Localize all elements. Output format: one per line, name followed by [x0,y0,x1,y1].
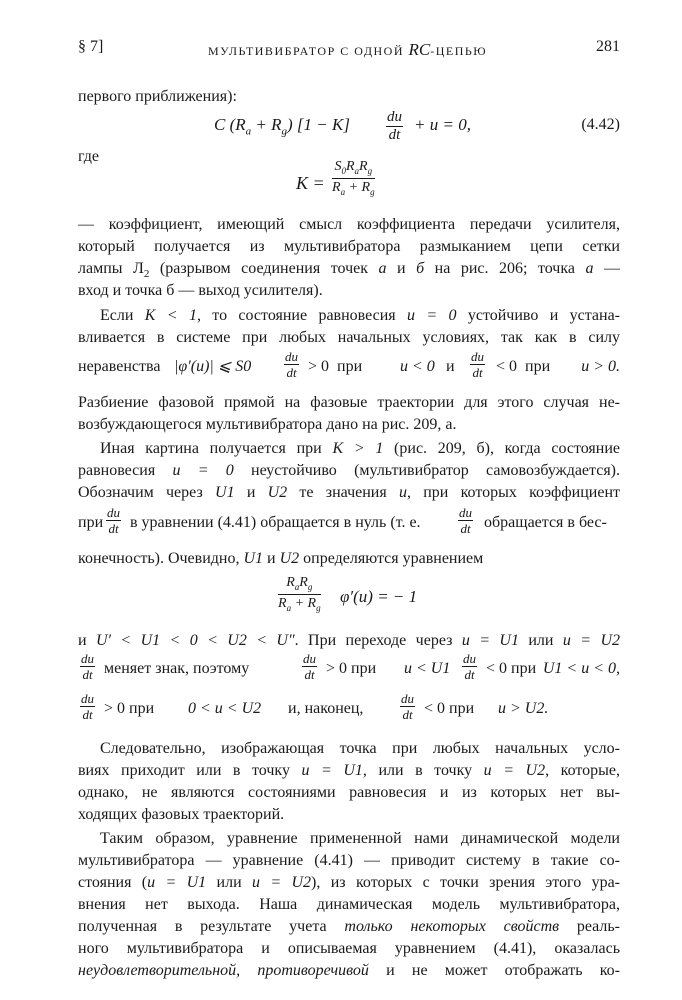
text-line: Обозначим через U1 и U2 те значения u, при которых коэффициент [78,484,620,501]
where-word: где [78,148,100,165]
ra-rg-fraction: $R_aR_g$ $R_a + R_g$ [278,575,321,613]
text-line: — коэффициент, имеющий смысл коэффициента передачи усилителя, [78,216,620,233]
equation-u-roots: $R_aR_g$ $R_a + R_g$ φ′(u) = − 1 [278,575,418,613]
text-line: Если K < 1, то состояние равновесия u = 0 устойчиво и устана- [100,307,621,324]
text-line: равновесия u = 0 неустойчиво (мультивибратор самовозбуждается). [78,462,621,479]
du-dt-fraction: $\frac{du}{dt}$ [401,691,414,722]
equation-k: K = $S_0R_aR_g$ $R_a + R_g$ [296,159,375,197]
text-line: и U′ < U1 < 0 < U2 < U″. При переходе через u = U1 или u = U2 [78,632,620,649]
text-line-fractions: $\frac{du}{dt}$ > 0 при 0 < u < U2 и, наконец, $\frac{du}{dt}$ < 0 при u > U2. [81,691,549,722]
du-dt-fraction: $\frac{du}{dt}$ [285,349,298,380]
du-dt-fraction: $\frac{du}{dt}$ [107,505,120,536]
k-fraction: $S_0R_aR_g$ $R_a + R_g$ [332,159,375,197]
text-line: Разбиение фазовой прямой на фазовые траектории для этого случая не- [78,394,620,411]
text-line: виях приходит или в точку u = U1, или в точку u = U2, которые, [78,762,621,779]
equation-number: (4.42) [581,116,620,133]
text-line: Иная картина получается при K > 1 (рис. 209, б), когда состояние [100,440,621,457]
du-dt-fraction: $\frac{du}{dt}$ [471,349,484,380]
du-dt-fraction: $\frac{du}{dt}$ [81,651,94,682]
text-line: полученная в результате учета только некоторых свойств реаль- [78,918,621,935]
text-line-inequality: неравенства |φ′(u)| ⩽ S0 $\frac{du}{dt}$ > 0 при u < 0 и $\frac{du}{dt}$ < 0 при u > 0. [78,349,620,380]
du-dt-fraction: $\frac{du}{dt}$ [387,109,402,143]
du-dt-fraction: $\frac{du}{dt}$ [303,651,316,682]
text-line: вливается в системе при любых начальных условиях, так как в силу [78,329,620,346]
text-line: ходящих фазовых траекторий. [78,806,285,823]
text-line-fractions: при $\frac{du}{dt}$ в уравнении (4.41) обращается в нуль (т. е. $\frac{du}{dt}$ обращается в бес- [78,505,607,536]
equation-4-42 [78,110,620,144]
running-title: МУЛЬТИВИБРАТОР С ОДНОЙ RC-ЦЕПЬЮ [208,40,488,59]
du-dt-fraction: $\frac{du}{dt}$ [463,651,476,682]
text-line: неудовлетворительной, противоречивой и не может отображать ко- [78,962,620,979]
page-number: 281 [596,38,620,55]
du-dt-fraction: $\frac{du}{dt}$ [81,691,94,722]
section-marker: § 7] [78,38,104,55]
text-line: который получается из мультивибратора размыканием цепи сетки [78,238,620,255]
text-line: первого приближения): [78,88,237,105]
equation-tail: + u = 0, [414,115,471,134]
text-line: ного мультивибратора и описываемая уравнением (4.41), оказалась [78,940,620,957]
text-line: Таким образом, уравнение примененной нами динамической модели [100,830,620,847]
du-dt-fraction: $\frac{du}{dt}$ [459,505,472,536]
text-line: конечность). Очевидно, U1 и U2 определяются уравнением [78,550,484,567]
text-line: мультивибратора — уравнение (4.41) — приводит систему в такие со- [78,852,620,869]
equation-body: C $(R_a + R_g) [1 - K]$ [214,115,350,138]
text-line: однако, не являются состояниями равновесия и из которых нет вы- [78,784,620,801]
text-line-fractions: $\frac{du}{dt}$ меняет знак, поэтому $\frac{du}{dt}$ > 0 при u < U1 $\frac{du}{dt}$ < 0 при U1 < u < 0, [81,651,620,682]
text-line: стояния (u = U1 или u = U2), из которых с точки зрения этого ура- [78,874,620,891]
text-line: вход и точка б — выход усилителя). [78,282,323,299]
running-header [78,38,620,62]
text-line: внения нет выхода. Наша динамическая модель мультивибратора, [78,896,620,913]
text-line: Следовательно, изображающая точка при любых начальных усло- [100,740,620,757]
text-line: возбуждающегося мультивибратора дано на рис. 209, а. [78,416,457,433]
text-line: лампы $Л_2$ (разрывом соединения точек a и б на рис. 206; точка a — [78,260,621,281]
